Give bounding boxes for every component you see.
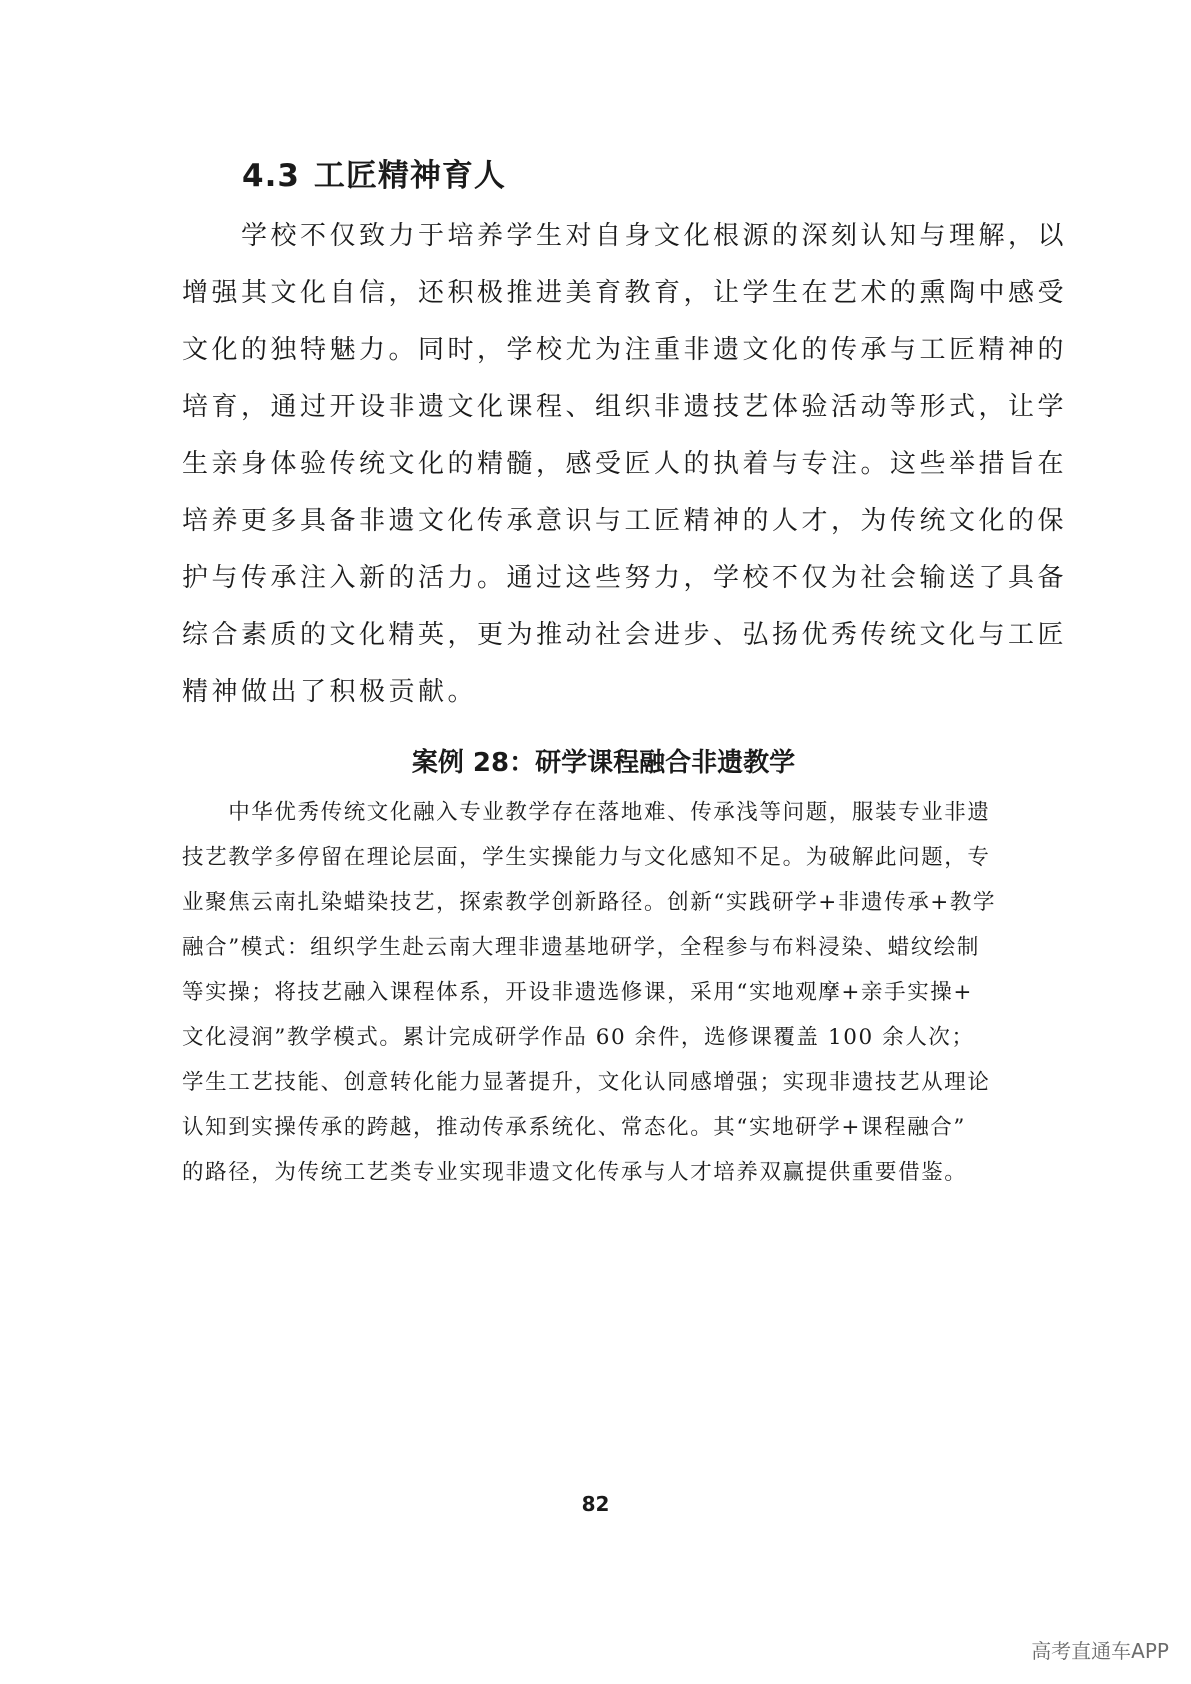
paragraph-line: 培育，通过开设非遗文化课程、组织非遗技艺体验活动等形式，让学: [182, 392, 1068, 422]
paragraph-line: 培养更多具备非遗文化传承意识与工匠精神的人才，为传统文化的保: [182, 506, 1068, 536]
case-line: 技艺教学多停留在理论层面，学生实操能力与文化感知不足。为破解此问题，专: [182, 845, 991, 870]
case-line: 等实操；将技艺融入课程体系，开设非遗选修课，采用“实地观摩+亲手实操+: [182, 980, 974, 1005]
case-line: 中华优秀传统文化融入专业教学存在落地难、传承浅等问题，服装专业非遗: [182, 800, 991, 825]
case-line: 文化浸润”教学模式。累计完成研学作品 60 余件，选修课覆盖 100 余人次；: [182, 1025, 975, 1050]
case-line: 的路径，为传统工艺类专业实现非遗文化传承与人才培养双赢提供重要借鉴。: [182, 1160, 968, 1185]
case-title: 案例 28：研学课程融合非遗教学: [411, 748, 796, 778]
paragraph-line: 增强其文化自信，还积极推进美育教育，让学生在艺术的熏陶中感受: [182, 278, 1068, 308]
case-paragraph: [182, 790, 1012, 1195]
case-line: 融合”模式：组织学生赴云南大理非遗基地研学，全程参与布料浸染、蜡纹绘制: [182, 935, 980, 960]
section-number: 4.3: [242, 158, 300, 194]
paragraph-line: 文化的独特魅力。同时，学校尤为注重非遗文化的传承与工匠精神的: [182, 335, 1068, 365]
paragraph-line: 学校不仅致力于培养学生对自身文化根源的深刻认知与理解，以: [182, 221, 1068, 251]
paragraph-line: 精神做出了积极贡献。: [182, 677, 478, 707]
section-title: 工匠精神育人: [313, 158, 506, 194]
paragraph-line: 综合素质的文化精英，更为推动社会进步、弘扬优秀传统文化与工匠: [182, 620, 1068, 650]
case-line: 学生工艺技能、创意转化能力显著提升，文化认同感增强；实现非遗技艺从理论: [182, 1070, 991, 1095]
case-line: 认知到实操传承的跨越，推动传承系统化、常态化。其“实地研学+课程融合”: [182, 1115, 967, 1140]
section-paragraph: [182, 208, 1068, 721]
paragraph-line: 生亲身体验传统文化的精髓，感受匠人的执着与专注。这些举措旨在: [182, 449, 1068, 479]
paragraph-line: 护与传承注入新的活力。通过这些努力，学校不仅为社会输送了具备: [182, 563, 1068, 593]
page-number: 82: [581, 1492, 610, 1516]
case-line: 业聚焦云南扎染蜡染技艺，探索教学创新路径。创新“实践研学+非遗传承+教学: [182, 890, 997, 915]
section-heading: [242, 156, 506, 196]
watermark: 高考直通车APP: [1031, 1639, 1169, 1663]
